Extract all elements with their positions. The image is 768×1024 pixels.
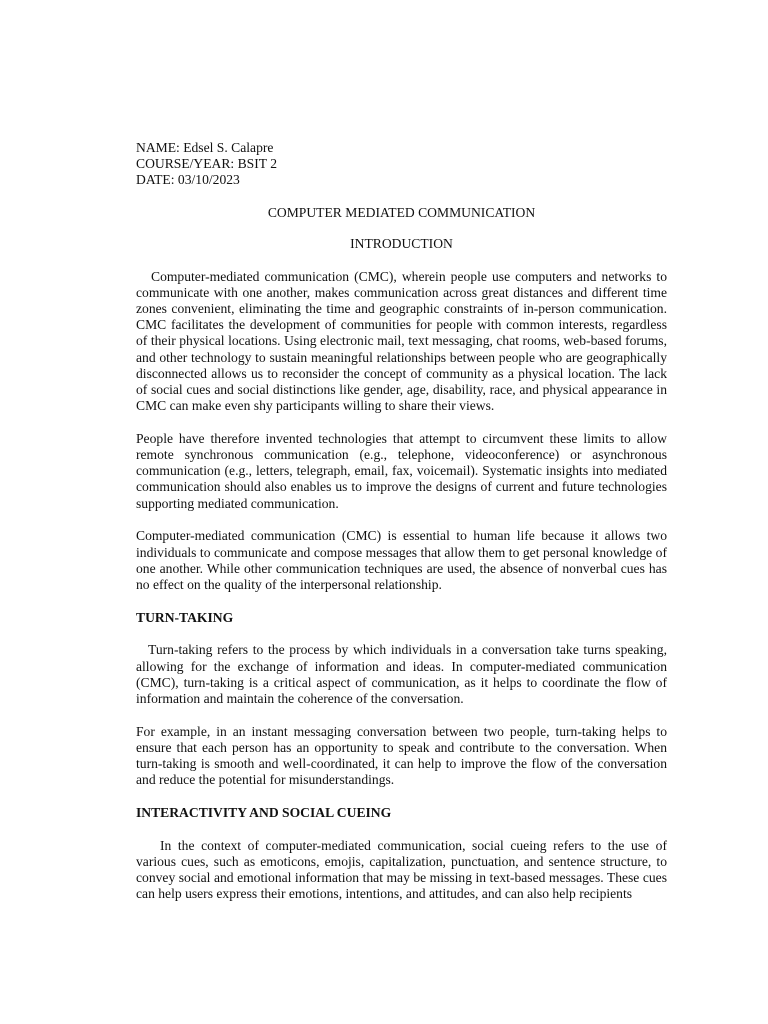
turn-taking-heading: TURN-TAKING <box>136 609 234 625</box>
interactivity-paragraph-1: In the context of computer-mediated communication, social cueing refers to the use of various cues, such as emoticons, emojis, capitalization, punctuation, and sentence structure, to convey social and emotional information that may be missing in text-based messages. These cues can help users express their emotions, intentions, and attitudes, and can also help recipients <box>136 837 667 902</box>
document-page <box>136 140 667 903</box>
interactivity-heading: INTERACTIVITY AND SOCIAL CUEING <box>136 805 392 820</box>
intro-paragraph-3: Computer-mediated communication (CMC) is essential to human life because it allows two individuals to communicate and compose messages that allow them to get personal knowledge of one another. While other communication techniques are used, the absence of nonverbal cues has no effect on the quality of the interpersonal relationship. <box>136 528 667 592</box>
turn-taking-paragraph-2: For example, in an instant messaging conversation between two people, turn-taking helps to ensure that each person has an opportunity to speak and contribute to the conversation. When turn-taking is smooth and well-coordinated, it can help to improve the flow of the conversation and reduce the potential for misunderstandings. <box>136 723 667 788</box>
introduction-heading: INTRODUCTION <box>350 236 453 252</box>
intro-paragraph-1: Computer-mediated communication (CMC), wherein people use computers and networks to communicate with one another, makes communication across great distances and different time zones convenient, eliminating the time and geographic constraints of in-person communication. CMC facilitates the development of communities for people with common interests, regardless of their physical locations. Using electronic mail, text messaging, chat rooms, web-based forums, and other technology to sustain meaningful relationships between people who are geographically disconnected allows us to reconsider the concept of community as a physical location. The lack of social cues and social distinctions like gender, age, disability, race, and physical appearance in CMC can make even shy participants willing to share their views. <box>136 268 667 414</box>
document-date: DATE: 03/10/2023 <box>136 172 240 188</box>
document-title: COMPUTER MEDIATED COMMUNICATION <box>267 204 536 220</box>
turn-taking-paragraph-1: Turn-taking refers to the process by which individuals in a conversation take turns speaking, allowing for the exchange of information and ideas. In computer-mediated communication (CMC), turn-taking is a critical aspect of communication, as it helps to coordinate the flow of information and maintain the coherence of the conversation. <box>136 642 667 706</box>
course-year: COURSE/YEAR: BSIT 2 <box>136 156 277 172</box>
intro-paragraph-2: People have therefore invented technologies that attempt to circumvent these limits to allow remote synchronous communication (e.g., telephone, videoconference) or asynchronous communication (e.g., letters, telegraph, email, fax, voicemail). Systematic insights into mediated communication should also enables us to improve the designs of current and future technologies supporting mediated communication. <box>136 430 667 511</box>
student-name: NAME: Edsel S. Calapre <box>136 140 274 155</box>
